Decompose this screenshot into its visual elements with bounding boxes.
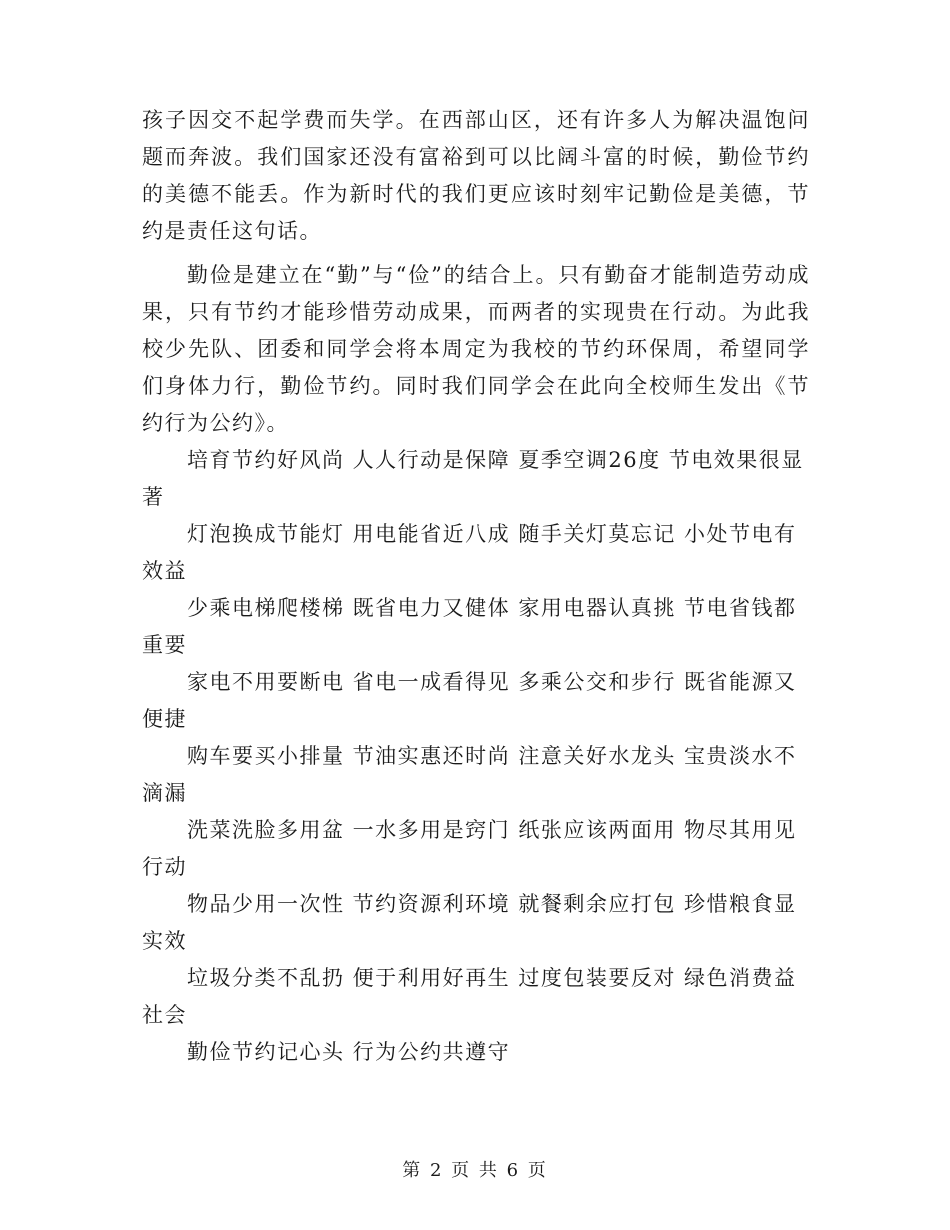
- convention-line: 洗菜洗脸多用盆 一水多用是窍门 纸张应该两面用 物尽其用见行动: [142, 818, 797, 879]
- convention-line: 少乘电梯爬楼梯 既省电力又健体 家用电器认真挑 节电省钱都重要: [142, 596, 797, 657]
- convention-line: 灯泡换成节能灯 用电能省近八成 随手关灯莫忘记 小处节电有效益: [142, 522, 797, 583]
- document-body: [142, 102, 810, 1071]
- paragraph-continued: 孩子因交不起学费而失学。在西部山区，还有许多人为解决温饱问题而奔波。我们国家还没有富裕到可以比阔斗富的时候，勤俭节约的美德不能丢。作为新时代的我们更应该时刻牢记勤俭是美德，节约是责任这句话。: [142, 108, 810, 243]
- convention-list: [142, 442, 810, 1071]
- convention-line: 购车要买小排量 节油实惠还时尚 注意关好水龙头 宝贵淡水不滴漏: [142, 744, 797, 805]
- convention-line: 垃圾分类不乱扔 便于利用好再生 过度包装要反对 绿色消费益社会: [142, 966, 797, 1027]
- convention-line: 物品少用一次性 节约资源利环境 就餐剩余应打包 珍惜粮食显实效: [142, 892, 797, 953]
- convention-line: 家电不用要断电 省电一成看得见 多乘公交和步行 既省能源又便捷: [142, 670, 797, 731]
- page-number: 第 2 页 共 6 页: [402, 1160, 548, 1181]
- convention-line: 培育节约好风尚 人人行动是保障 夏季空调26度 节电效果很显著: [142, 448, 804, 509]
- paragraph-thrift-principle: 勤俭是建立在“勤”与“俭”的结合上。只有勤奋才能制造劳动成果，只有节约才能珍惜劳动成果，而两者的实现贵在行动。为此我校少先队、团委和同学会将本周定为我校的节约环保周，希望同学们身体力行，勤俭节约。同时我们同学会在此向全校师生发出《节约行为公约》。: [142, 263, 810, 435]
- convention-line: 勤俭节约记心头 行为公约共遵守: [187, 1040, 511, 1064]
